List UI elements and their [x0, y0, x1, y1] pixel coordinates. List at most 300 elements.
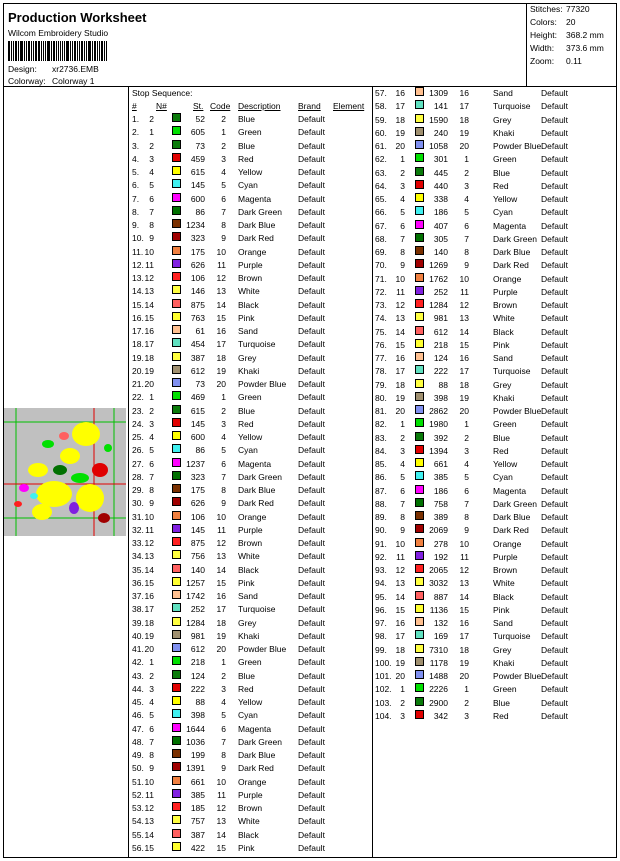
col-header-element: Element: [333, 101, 365, 111]
color-code: 11: [217, 789, 226, 800]
stop-number: 34.: [132, 551, 144, 562]
stitch-count: 398: [190, 710, 205, 721]
brand-name: Default: [298, 829, 325, 840]
brand-name: Default: [541, 671, 568, 681]
needle-number: 12: [395, 300, 405, 310]
color-description: Yellow: [238, 167, 263, 177]
brand-name: Default: [298, 591, 325, 601]
stop-number: 98.: [375, 631, 387, 642]
color-description: Powder Blue: [238, 379, 287, 389]
color-description: Brown: [493, 565, 518, 575]
stitch-count: 61: [195, 326, 205, 336]
needle-number: 5: [149, 180, 154, 191]
stop-number: 3.: [132, 140, 140, 151]
stitch-count: 758: [433, 498, 448, 509]
color-code: 3: [221, 153, 226, 164]
brand-name: Default: [298, 233, 325, 244]
color-description: Grey: [493, 114, 512, 125]
stitch-count: 145: [190, 180, 205, 191]
stop-number: 24.: [132, 418, 144, 429]
color-description: Powder Blue: [493, 141, 542, 151]
table-row: [132, 815, 370, 828]
color-description: Khaki: [238, 630, 260, 641]
stop-number: 64.: [375, 180, 387, 191]
color-code: 2: [221, 114, 226, 124]
stop-number: 8.: [132, 206, 140, 217]
stitch-count: 132: [433, 618, 448, 628]
stitch-count: 141: [433, 101, 448, 112]
color-code: 6: [221, 723, 226, 734]
stitch-count: 199: [190, 750, 205, 760]
stitch-count: 389: [433, 512, 448, 522]
color-code: 20: [216, 379, 226, 389]
brand-name: Default: [541, 485, 568, 496]
color-description: Cyan: [238, 445, 258, 456]
needle-number: 3: [400, 445, 405, 456]
stitch-count: 1742: [186, 591, 205, 601]
stop-number: 66.: [375, 207, 387, 218]
needle-number: 13: [144, 286, 154, 297]
brand-name: Default: [541, 684, 568, 695]
stitch-count: 175: [190, 246, 205, 257]
table-row: [132, 418, 370, 431]
stop-number: 90.: [375, 525, 387, 536]
stitch-count: 7310: [429, 644, 448, 655]
table-row: [132, 564, 370, 577]
stitch-count: 612: [433, 326, 448, 337]
color-description: Dark Green: [493, 233, 537, 244]
stitch-count: 222: [433, 366, 448, 377]
color-description: White: [493, 313, 515, 324]
color-description: Brown: [493, 300, 518, 310]
table-row: [375, 153, 615, 166]
color-code: 11: [217, 524, 226, 535]
needle-number: 11: [396, 286, 405, 297]
table-row: [375, 551, 615, 564]
color-description: Khaki: [238, 365, 260, 376]
color-description: Purple: [238, 259, 263, 270]
brand-name: Default: [298, 127, 325, 138]
color-description: Purple: [493, 551, 518, 562]
color-code: 13: [216, 816, 226, 827]
needle-number: 13: [144, 816, 154, 827]
table-row: [132, 723, 370, 736]
stitch-count: 2900: [429, 697, 448, 708]
stop-number: 81.: [375, 406, 387, 416]
stitch-count: 342: [433, 710, 448, 721]
color-description: Brown: [238, 538, 263, 548]
stop-number: 55.: [132, 829, 144, 840]
color-description: Black: [493, 326, 514, 337]
stitch-count: 1058: [429, 141, 448, 151]
color-description: Purple: [238, 524, 263, 535]
table-row: [132, 325, 370, 338]
needle-number: 11: [145, 259, 154, 270]
brand-name: Default: [541, 207, 568, 218]
color-description: Sand: [238, 591, 258, 601]
brand-name: Default: [298, 750, 325, 760]
table-row: [132, 789, 370, 802]
color-description: Black: [238, 564, 259, 575]
color-code: 11: [217, 259, 226, 270]
table-row: [132, 497, 370, 510]
color-description: Sand: [493, 353, 513, 363]
color-description: Pink: [493, 604, 510, 615]
needle-number: 1: [400, 154, 405, 165]
design-value: xr2736.EMB: [52, 64, 99, 74]
table-row: [132, 458, 370, 471]
needle-number: 14: [144, 299, 154, 310]
needle-number: 4: [149, 432, 154, 442]
stitch-count: 2065: [429, 565, 448, 575]
stitch-count: 86: [195, 206, 205, 217]
color-description: Blue: [238, 670, 256, 681]
stitch-count: 146: [190, 286, 205, 297]
brand-name: Default: [298, 789, 325, 800]
stop-number: 62.: [375, 154, 387, 165]
color-description: White: [493, 578, 515, 589]
brand-name: Default: [541, 392, 568, 403]
stitch-count: 86: [195, 445, 205, 456]
stop-number: 17.: [132, 326, 144, 336]
stop-number: 6.: [132, 180, 140, 191]
stop-number: 28.: [132, 471, 144, 482]
stop-number: 99.: [375, 644, 387, 655]
stop-number: 60.: [375, 127, 387, 138]
color-code: 14: [216, 829, 226, 840]
color-description: Grey: [493, 379, 512, 390]
color-code: 19: [216, 630, 226, 641]
table-row: [132, 272, 370, 285]
table-row: [375, 577, 615, 590]
brand-name: Default: [298, 458, 325, 469]
needle-number: 10: [144, 246, 154, 257]
needle-number: 2: [149, 140, 154, 151]
brand-name: Default: [541, 141, 568, 151]
brand-name: Default: [298, 471, 325, 482]
stop-number: 45.: [132, 697, 144, 707]
needle-number: 5: [400, 472, 405, 483]
color-description: Grey: [238, 617, 257, 628]
stat-zoom: Zoom: 0.11: [530, 56, 582, 66]
color-description: Khaki: [493, 127, 515, 138]
needle-number: 11: [145, 524, 154, 535]
brand-name: Default: [541, 406, 568, 416]
brand-name: Default: [298, 776, 325, 787]
table-row: [132, 259, 370, 272]
table-row: [132, 246, 370, 259]
stop-number: 70.: [375, 260, 387, 271]
stop-number: 92.: [375, 551, 387, 562]
brand-name: Default: [298, 683, 325, 694]
stitch-count: 387: [190, 352, 205, 363]
needle-number: 2: [149, 670, 154, 681]
stitch-count: 459: [190, 153, 205, 164]
brand-name: Default: [541, 339, 568, 350]
stitch-count: 1980: [429, 419, 448, 430]
stitch-count: 445: [433, 167, 448, 178]
stop-number: 103.: [375, 697, 392, 708]
stitch-count: 169: [433, 631, 448, 642]
table-row: [132, 802, 370, 815]
stop-number: 53.: [132, 803, 144, 813]
needle-number: 7: [149, 471, 154, 482]
stitch-count: 981: [433, 313, 448, 324]
color-description: Blue: [238, 140, 256, 151]
table-row: [132, 590, 370, 603]
brand-name: Default: [298, 220, 325, 230]
needle-number: 12: [144, 273, 154, 283]
color-description: Khaki: [493, 657, 515, 668]
brand-name: Default: [298, 511, 325, 522]
needle-number: 9: [400, 525, 405, 536]
stitch-count: 392: [433, 432, 448, 443]
color-code: 19: [459, 392, 469, 403]
stitch-count: 106: [190, 511, 205, 522]
color-code: 13: [216, 551, 226, 562]
table-row: [375, 710, 615, 723]
color-code: 5: [464, 207, 469, 218]
stop-number: 63.: [375, 167, 387, 178]
needle-number: 2: [149, 405, 154, 416]
stitch-count: 454: [190, 339, 205, 350]
stitch-count: 615: [190, 167, 205, 177]
color-description: Cyan: [493, 207, 513, 218]
needle-number: 7: [400, 498, 405, 509]
table-row: [132, 550, 370, 563]
brand-name: Default: [298, 842, 325, 853]
table-row: [375, 339, 615, 352]
color-code: 17: [459, 631, 469, 642]
stitch-count: 385: [433, 472, 448, 483]
needle-number: 16: [395, 618, 405, 628]
stitch-count: 88: [195, 697, 205, 707]
brand-name: Default: [541, 286, 568, 297]
brand-name: Default: [298, 630, 325, 641]
brand-name: Default: [298, 405, 325, 416]
table-row: [132, 193, 370, 206]
color-code: 18: [216, 617, 226, 628]
table-row: [132, 829, 370, 842]
brand-name: Default: [298, 657, 325, 668]
needle-number: 14: [395, 591, 405, 602]
needle-number: 11: [145, 789, 154, 800]
color-code: 3: [464, 710, 469, 721]
stitch-count: 875: [190, 538, 205, 548]
table-row: [132, 537, 370, 550]
table-row: [132, 484, 370, 497]
brand-name: Default: [541, 498, 568, 509]
needle-number: 15: [144, 312, 154, 323]
stitch-count: 52: [195, 114, 205, 124]
table-row: [375, 591, 615, 604]
brand-name: Default: [541, 154, 568, 165]
stop-number: 40.: [132, 630, 144, 641]
stop-sequence-label: Stop Sequence:: [132, 88, 193, 98]
brand-name: Default: [541, 233, 568, 244]
needle-number: 4: [400, 194, 405, 204]
brand-name: Default: [541, 459, 568, 469]
stitch-count: 305: [433, 233, 448, 244]
stitch-count: 387: [190, 829, 205, 840]
color-code: 16: [216, 326, 226, 336]
needle-number: 18: [395, 379, 405, 390]
needle-number: 1: [400, 419, 405, 430]
needle-number: 10: [144, 511, 154, 522]
brand-name: Default: [298, 193, 325, 204]
stop-number: 69.: [375, 247, 387, 257]
stop-number: 44.: [132, 683, 144, 694]
color-code: 5: [221, 180, 226, 191]
table-row: [132, 365, 370, 378]
table-row: [132, 126, 370, 139]
table-row: [375, 405, 615, 418]
color-description: Magenta: [238, 193, 272, 204]
stitch-count: 887: [433, 591, 448, 602]
stitch-count: 1488: [429, 671, 448, 681]
brand-name: Default: [541, 114, 568, 125]
needle-number: 12: [144, 538, 154, 548]
stop-number: 52.: [132, 789, 144, 800]
brand-name: Default: [298, 617, 325, 628]
stats-panel: [526, 3, 618, 86]
stop-number: 39.: [132, 617, 144, 628]
stop-number: 54.: [132, 816, 144, 827]
table-row: [375, 458, 615, 471]
stop-number: 58.: [375, 101, 387, 112]
stop-list-right: [375, 87, 615, 723]
needle-number: 6: [149, 723, 154, 734]
brand-name: Default: [298, 153, 325, 164]
table-row: [132, 630, 370, 643]
stat-height: Height: 368.2 mm: [530, 30, 604, 40]
stop-number: 93.: [375, 565, 387, 575]
stop-number: 61.: [375, 141, 387, 151]
table-row: [132, 444, 370, 457]
color-description: Magenta: [238, 723, 272, 734]
color-code: 20: [459, 141, 469, 151]
color-code: 7: [221, 471, 226, 482]
needle-number: 1: [400, 684, 405, 695]
stop-number: 9.: [132, 220, 140, 230]
stop-number: 14.: [132, 286, 144, 297]
color-code: 8: [464, 512, 469, 522]
color-code: 16: [459, 353, 469, 363]
table-row: [132, 285, 370, 298]
color-description: Cyan: [493, 472, 513, 483]
table-row: [375, 220, 615, 233]
brand-name: Default: [541, 604, 568, 615]
needle-number: 17: [144, 339, 154, 350]
table-row: [375, 538, 615, 551]
needle-number: 17: [395, 366, 405, 377]
stop-number: 76.: [375, 339, 387, 350]
brand-name: Default: [298, 299, 325, 310]
needle-number: 10: [395, 538, 405, 549]
needle-number: 19: [144, 630, 154, 641]
table-row: [132, 206, 370, 219]
stop-number: 82.: [375, 419, 387, 430]
table-row: [375, 524, 615, 537]
table-row: [375, 167, 615, 180]
color-code: 15: [459, 604, 469, 615]
stitch-count: 338: [433, 194, 448, 204]
color-description: Orange: [238, 511, 267, 522]
color-code: 4: [221, 167, 226, 177]
brand-name: Default: [298, 604, 325, 615]
stop-number: 75.: [375, 326, 387, 337]
stitch-count: 1644: [186, 723, 205, 734]
stitch-count: 106: [190, 273, 205, 283]
color-description: Orange: [493, 538, 522, 549]
stitch-count: 1178: [429, 657, 448, 668]
table-row: [375, 193, 615, 206]
stitch-count: 1234: [186, 220, 205, 230]
color-code: 20: [459, 406, 469, 416]
brand-name: Default: [298, 140, 325, 151]
stitch-count: 1036: [186, 736, 205, 747]
table-row: [375, 379, 615, 392]
stop-number: 89.: [375, 512, 387, 522]
color-description: Pink: [493, 339, 510, 350]
color-code: 13: [459, 313, 469, 324]
stop-number: 100.: [375, 657, 392, 668]
color-code: 1: [221, 127, 226, 138]
color-code: 9: [464, 525, 469, 536]
color-description: Sand: [493, 618, 513, 628]
colorway-line: [8, 76, 95, 86]
color-description: Dark Red: [493, 525, 529, 536]
stitch-count: 385: [190, 789, 205, 800]
stop-number: 72.: [375, 286, 387, 297]
color-description: Orange: [493, 273, 522, 284]
stitch-count: 73: [195, 140, 205, 151]
color-description: Khaki: [493, 392, 515, 403]
stitch-count: 398: [433, 392, 448, 403]
needle-number: 20: [144, 379, 154, 389]
needle-number: 18: [144, 352, 154, 363]
color-code: 9: [221, 233, 226, 244]
color-description: Turquoise: [238, 604, 276, 615]
brand-name: Default: [541, 578, 568, 589]
needle-number: 11: [396, 551, 405, 562]
color-code: 5: [221, 445, 226, 456]
color-code: 6: [221, 458, 226, 469]
color-code: 4: [221, 697, 226, 707]
table-row: [132, 696, 370, 709]
brand-name: Default: [541, 657, 568, 668]
color-code: 1: [464, 684, 469, 695]
color-description: Blue: [493, 432, 511, 443]
needle-number: 19: [395, 392, 405, 403]
color-code: 14: [216, 299, 226, 310]
needle-number: 19: [395, 127, 405, 138]
color-description: Dark Green: [493, 498, 537, 509]
color-code: 5: [464, 472, 469, 483]
brand-name: Default: [541, 101, 568, 112]
table-row: [132, 113, 370, 126]
stitch-count: 1309: [429, 88, 448, 98]
table-row: [132, 670, 370, 683]
color-code: 16: [459, 618, 469, 628]
color-description: Blue: [238, 114, 256, 124]
table-row: [375, 445, 615, 458]
stitch-count: 3032: [429, 578, 448, 589]
color-description: Turquoise: [493, 101, 531, 112]
stitch-count: 1762: [429, 273, 448, 284]
stop-number: 80.: [375, 392, 387, 403]
table-row: [375, 564, 615, 577]
